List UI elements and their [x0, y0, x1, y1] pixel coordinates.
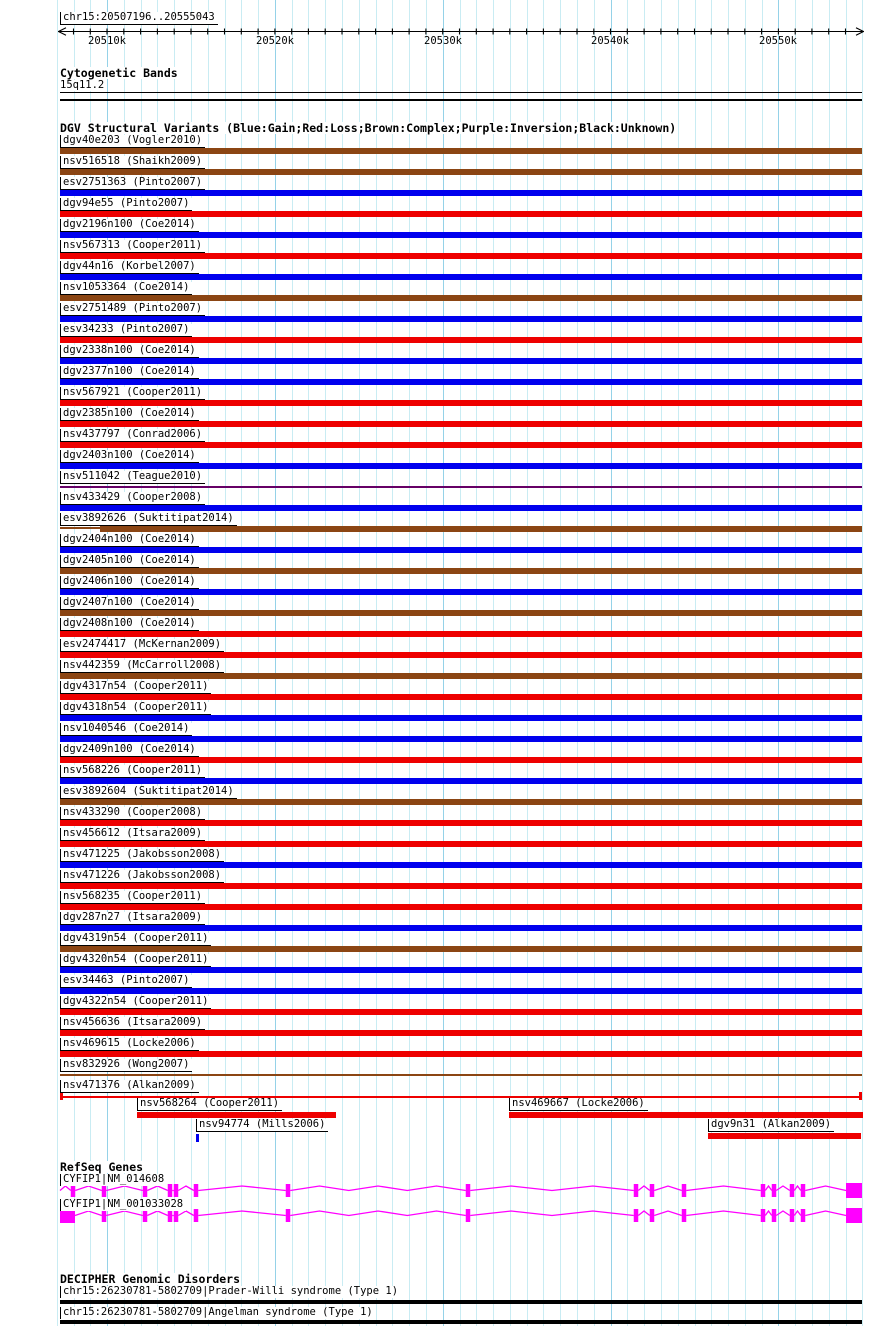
variant-bar[interactable]: [60, 652, 862, 658]
variant-bar[interactable]: [60, 232, 862, 238]
variant-label: dgv2405n100 (Coe2014): [60, 555, 199, 568]
variant-label: dgv2408n100 (Coe2014): [60, 618, 199, 631]
variant-label: nsv511042 (Teague2010): [60, 471, 205, 484]
gene-exon: [650, 1184, 655, 1197]
variant-label: nsv1053364 (Coe2014): [60, 282, 192, 295]
gene-exon: [801, 1209, 806, 1222]
variant-label: esv2751489 (Pinto2007): [60, 303, 205, 316]
variant-bar[interactable]: [60, 694, 862, 700]
ruler-tick-label: 20530k: [424, 35, 462, 47]
gridline: [426, 0, 427, 1326]
variant-label: dgv2196n100 (Coe2014): [60, 219, 199, 232]
variant-bar[interactable]: [60, 148, 862, 154]
gridline: [527, 0, 528, 1326]
variant-bar[interactable]: [60, 568, 862, 574]
variant-label: esv2474417 (McKernan2009): [60, 639, 224, 652]
gene-exon: [772, 1209, 777, 1222]
variant-bar[interactable]: [60, 736, 862, 742]
variant-label: nsv832926 (Wong2007): [60, 1059, 192, 1072]
gene-exon: [761, 1209, 766, 1222]
variant-label: nsv471226 (Jakobsson2008): [60, 870, 224, 883]
ruler-position-label: chr15:20507196..20555043: [60, 12, 218, 25]
variant-bar[interactable]: [60, 316, 862, 322]
variant-label: dgv4318n54 (Cooper2011): [60, 702, 211, 715]
variant-bar[interactable]: [60, 967, 862, 973]
gridline: [846, 0, 847, 1326]
variant-label: esv34233 (Pinto2007): [60, 324, 192, 337]
cytoband-band[interactable]: [60, 99, 862, 101]
gene-exon: [682, 1184, 687, 1197]
variant-bar[interactable]: [60, 190, 862, 196]
variant-label: nsv1040546 (Coe2014): [60, 723, 192, 736]
variant-bar[interactable]: [100, 526, 862, 532]
variant-point[interactable]: [196, 1134, 199, 1142]
variant-label: dgv44n16 (Korbel2007): [60, 261, 199, 274]
variant-bar[interactable]: [60, 631, 862, 637]
cytoband-label: 15q11.2: [60, 79, 105, 91]
gridline: [594, 0, 595, 1326]
gridline: [443, 0, 444, 1326]
variant-bar[interactable]: [60, 883, 862, 889]
variant-label: nsv433290 (Cooper2008): [60, 807, 205, 820]
gene-exon: [194, 1209, 199, 1222]
gene-exon: [286, 1209, 291, 1222]
gridline: [342, 0, 343, 1326]
gene-exon: [790, 1184, 795, 1197]
variant-label: esv3892626 (Suktitipat2014): [60, 513, 237, 526]
variant-label: dgv2409n100 (Coe2014): [60, 744, 199, 757]
variant-bar[interactable]: [60, 1030, 862, 1036]
variant-bar[interactable]: [60, 486, 862, 488]
variant-label: nsv469667 (Locke2006): [509, 1098, 648, 1111]
gridline: [460, 0, 461, 1326]
variant-label: dgv4319n54 (Cooper2011): [60, 933, 211, 946]
gene-label: CYFIP1|NM_001033028: [60, 1199, 186, 1211]
variant-label: nsv568235 (Cooper2011): [60, 891, 205, 904]
variant-bar[interactable]: [60, 169, 862, 175]
gridline: [678, 0, 679, 1326]
gene-exon: [286, 1184, 291, 1197]
variant-bar[interactable]: [60, 1051, 862, 1057]
gene-exon: [682, 1209, 687, 1222]
variant-bar[interactable]: [60, 400, 862, 406]
gene-label: CYFIP1|NM_014608: [60, 1174, 167, 1186]
variant-label: nsv516518 (Shaikh2009): [60, 156, 205, 169]
gene-exon: [790, 1209, 795, 1222]
variant-label: esv34463 (Pinto2007): [60, 975, 192, 988]
variant-bar[interactable]: [60, 715, 862, 721]
gridline: [476, 0, 477, 1326]
variant-label: dgv2404n100 (Coe2014): [60, 534, 199, 547]
gridline: [627, 0, 628, 1326]
decipher-bar[interactable]: [60, 1320, 862, 1324]
variant-bar[interactable]: [60, 295, 862, 301]
variant-label: nsv568264 (Cooper2011): [137, 1098, 282, 1111]
variant-label: nsv94774 (Mills2006): [196, 1119, 328, 1132]
gene-model[interactable]: [60, 1183, 862, 1198]
gene-exon: [168, 1184, 173, 1197]
variant-bar[interactable]: [60, 421, 862, 427]
variant-label: dgv2338n100 (Coe2014): [60, 345, 199, 358]
gene-exon: [466, 1184, 471, 1197]
variant-label: dgv4322n54 (Cooper2011): [60, 996, 211, 1009]
ruler-tick-label: 20520k: [256, 35, 294, 47]
refseq-track-title: RefSeq Genes: [60, 1160, 144, 1174]
gridline: [661, 0, 662, 1326]
variant-label: dgv9n31 (Alkan2009): [708, 1119, 834, 1132]
variant-bar[interactable]: [60, 527, 100, 529]
variant-label: nsv471225 (Jakobsson2008): [60, 849, 224, 862]
variant-bar[interactable]: [708, 1133, 861, 1139]
decipher-bar[interactable]: [60, 1300, 862, 1304]
gridline: [409, 0, 410, 1326]
variant-label: nsv456612 (Itsara2009): [60, 828, 205, 841]
variant-label: nsv437797 (Conrad2006): [60, 429, 205, 442]
variant-label: dgv40e203 (Vogler2010): [60, 135, 205, 148]
gridline: [376, 0, 377, 1326]
gridline: [510, 0, 511, 1326]
variant-bar[interactable]: [60, 274, 862, 280]
gridline: [560, 0, 561, 1326]
variant-label: nsv442359 (McCarroll2008): [60, 660, 224, 673]
variant-label: nsv471376 (Alkan2009): [60, 1080, 199, 1093]
section-title-cytogenetic: Cytogenetic Bands: [60, 66, 178, 80]
variant-bar[interactable]: [60, 757, 862, 763]
variant-label: esv3892604 (Suktitipat2014): [60, 786, 237, 799]
variant-bar[interactable]: [60, 1009, 862, 1015]
gene-exon: [634, 1209, 639, 1222]
variant-label: dgv287n27 (Itsara2009): [60, 912, 205, 925]
variant-bar[interactable]: [60, 610, 862, 616]
gene-exon: [801, 1184, 806, 1197]
variant-bar[interactable]: [60, 988, 862, 994]
gridline: [695, 0, 696, 1326]
variant-bar[interactable]: [60, 463, 862, 469]
variant-label: nsv567313 (Cooper2011): [60, 240, 205, 253]
variant-bar-cap: [60, 1092, 63, 1100]
gene-terminal-exon: [846, 1208, 862, 1223]
gene-exon: [174, 1184, 179, 1197]
variant-bar[interactable]: [60, 862, 862, 868]
variant-bar[interactable]: [60, 904, 862, 910]
variant-bar[interactable]: [60, 442, 862, 448]
decipher-track-title: DECIPHER Genomic Disorders: [60, 1272, 241, 1286]
gridline: [57, 0, 58, 1326]
variant-label: dgv2403n100 (Coe2014): [60, 450, 199, 463]
variant-label: nsv469615 (Locke2006): [60, 1038, 199, 1051]
ruler-tick-label: 20540k: [591, 35, 629, 47]
gene-exon: [466, 1209, 471, 1222]
variant-label: dgv2407n100 (Coe2014): [60, 597, 199, 610]
variant-label: dgv2377n100 (Coe2014): [60, 366, 199, 379]
variant-bar[interactable]: [60, 841, 862, 847]
variant-bar[interactable]: [60, 589, 862, 595]
gridline: [611, 0, 612, 1326]
dgv-track-title: DGV Structural Variants (Blue:Gain;Red:Loss;Brown:Complex;Purple:Inversion;Black:Unknown): [60, 121, 677, 135]
gridline: [359, 0, 360, 1326]
variant-bar[interactable]: [60, 253, 862, 259]
variant-bar[interactable]: [60, 925, 862, 931]
variant-label: dgv4320n54 (Cooper2011): [60, 954, 211, 967]
decipher-entry-label: chr15:26230781-5802709|Prader-Willi syndrome (Type 1): [60, 1286, 401, 1298]
variant-label: dgv2385n100 (Coe2014): [60, 408, 199, 421]
variant-label: nsv456636 (Itsara2009): [60, 1017, 205, 1030]
gridline: [862, 0, 863, 1326]
variant-label: nsv568226 (Cooper2011): [60, 765, 205, 778]
cytoband-underline: [60, 92, 862, 93]
gene-exon: [194, 1184, 199, 1197]
variant-label: nsv567921 (Cooper2011): [60, 387, 205, 400]
gridline: [644, 0, 645, 1326]
decipher-entry-label: chr15:26230781-5802709|Angelman syndrome (Type 1): [60, 1307, 376, 1319]
gene-exon: [761, 1184, 766, 1197]
variant-bar[interactable]: [60, 1074, 862, 1076]
gene-exon: [650, 1209, 655, 1222]
variant-bar[interactable]: [60, 337, 862, 343]
gridline: [392, 0, 393, 1326]
gridline: [577, 0, 578, 1326]
variant-label: nsv433429 (Cooper2008): [60, 492, 205, 505]
ruler-tick-label: 20510k: [88, 35, 126, 47]
variant-bar[interactable]: [60, 211, 862, 217]
variant-bar[interactable]: [60, 673, 862, 679]
variant-label: esv2751363 (Pinto2007): [60, 177, 205, 190]
variant-label: dgv4317n54 (Cooper2011): [60, 681, 211, 694]
ruler-tick-label: 20550k: [759, 35, 797, 47]
variant-bar[interactable]: [60, 820, 862, 826]
variant-label: dgv2406n100 (Coe2014): [60, 576, 199, 589]
variant-label: dgv94e55 (Pinto2007): [60, 198, 192, 211]
variant-bar[interactable]: [60, 547, 862, 553]
gridline: [543, 0, 544, 1326]
gene-exon: [634, 1184, 639, 1197]
variant-bar[interactable]: [60, 358, 862, 364]
variant-bar[interactable]: [60, 778, 862, 784]
variant-bar[interactable]: [60, 379, 862, 385]
gene-intron-line: [60, 1186, 862, 1191]
gridline: [493, 0, 494, 1326]
variant-bar[interactable]: [60, 505, 862, 511]
gene-exon: [772, 1184, 777, 1197]
variant-bar-cap: [859, 1092, 862, 1100]
variant-bar[interactable]: [60, 946, 862, 952]
variant-bar[interactable]: [60, 799, 862, 805]
gene-terminal-exon: [846, 1183, 862, 1198]
